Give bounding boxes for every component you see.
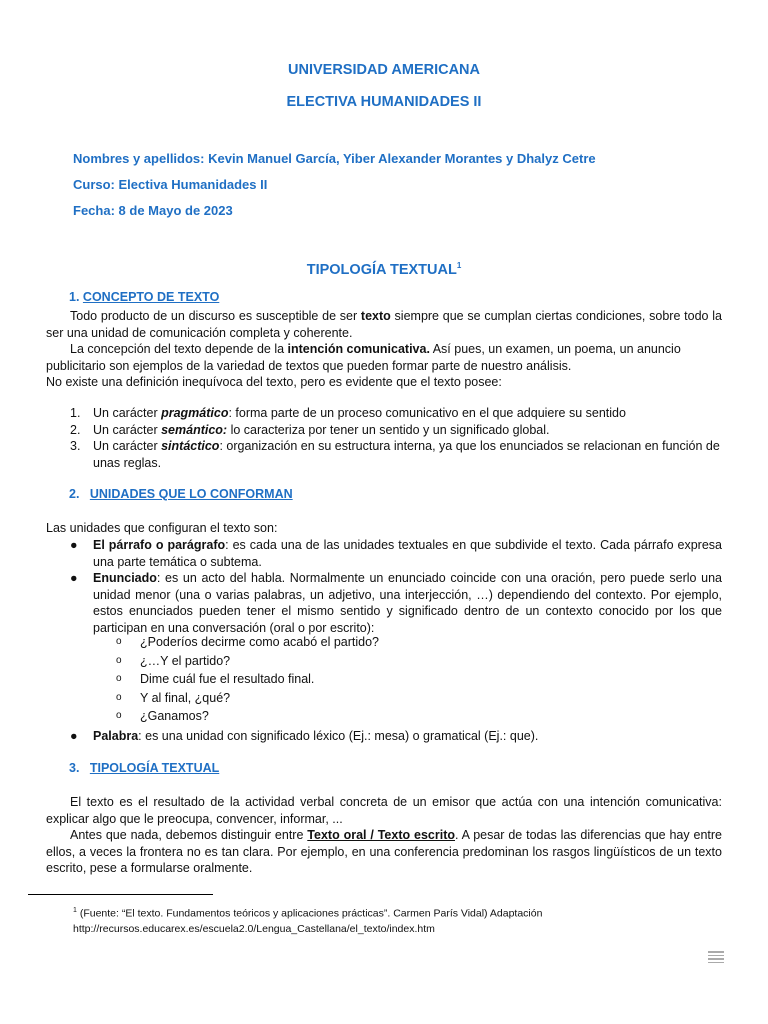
section-2-heading — [69, 487, 293, 501]
section-1-paragraph-3: No existe una definición inequívoca del texto, pero es evidente que el texto posee: — [46, 375, 502, 389]
list-item: o ¿Poderíos decirme como acabó el partido? — [116, 633, 379, 652]
section-3-heading — [69, 761, 219, 775]
term-texto-oral-escrito: Texto oral / Texto escrito — [307, 828, 456, 842]
list-item: ● El párrafo o parágrafo: es cada una de las unidades textuales en que subdivide el texto. Cada párrafo expresa una parte temática o subtema. — [46, 537, 722, 570]
units-list-b — [46, 728, 722, 745]
meta-names — [73, 151, 596, 166]
bullet-icon: ● — [70, 571, 78, 585]
section-2-intro: Las unidades que configuran el texto son: — [46, 521, 278, 535]
document-title-text: TIPOLOGÍA TEXTUAL — [306, 261, 457, 278]
term-intencion: intención comunicativa. — [287, 342, 430, 356]
list-item: o ¿Ganamos? — [116, 707, 379, 726]
characteristics-list — [46, 405, 722, 471]
circle-bullet-icon: o — [116, 636, 122, 647]
circle-bullet-icon: o — [116, 691, 122, 703]
example-utterances-list — [116, 633, 379, 726]
circle-bullet-icon: o — [116, 710, 122, 721]
names-value: Kevin Manuel García, Yiber Alexander Morantes y Dhalyz Cetre — [208, 151, 596, 166]
names-label: Nombres y apellidos: — [73, 151, 205, 166]
section-3-paragraph-2: Antes que nada, debemos distinguir entre Texto oral / Texto escrito. A pesar de todas las diferencias que hay entre ellos, a veces la frontera no es tan clara. Por ejemplo, en una conferencia predominan los rasgos lingüísticos de un texto escrito, pese a formularse oralmente. — [46, 828, 722, 875]
date-value: 8 de Mayo de 2023 — [118, 203, 233, 218]
section-1-link[interactable]: CONCEPTO DE TEXTO — [82, 290, 220, 304]
university-heading: UNIVERSIDAD AMERICANA — [288, 62, 480, 78]
meta-date — [73, 203, 233, 218]
section-3-link[interactable]: TIPOLOGÍA TEXTUAL — [89, 761, 220, 775]
page-lines-icon[interactable] — [708, 951, 724, 965]
course-heading: ELECTIVA HUMANIDADES II — [286, 94, 482, 110]
course-label: Curso: — [73, 177, 115, 192]
document-title — [0, 261, 768, 278]
section-3-paragraph-1: El texto es el resultado de la actividad verbal concreta de un emisor que actúa con una intención comunicativa: explicar algo que le preocupa, convencer, informar, ... — [46, 795, 722, 826]
footnote-line-1: $^1$ (Fuente: “El texto. Fundamentos teóricos y aplicaciones prácticas”. Carmen París Vidal) Adaptación — [73, 907, 543, 920]
footnote-separator — [28, 894, 213, 895]
term-texto: texto — [360, 309, 391, 323]
section-2-number: 2. — [69, 487, 80, 501]
list-item: 1. Un carácter pragmático: forma parte de un proceso comunicativo en el que adquiere su sentido — [70, 406, 626, 420]
footnote-url[interactable]: http://recursos.educarex.es/escuela2.0/Lengua_Castellana/el_texto/index.htm — [73, 922, 435, 935]
units-list-a — [46, 537, 722, 636]
list-item: ● Enunciado: es un acto del habla. Normalmente un enunciado coincide con una oración, pero puede serlo una unidad menor (una o varias palabras, un adjetivo, una interjección, …) dependiendo del contexto. Por ejemplo, estos enunciados pueden tener el mismo sentido y significado dentro de un contexto conocido por los que participan en una conversación (oral o por escrito): — [46, 570, 722, 636]
section-1-heading — [69, 290, 219, 304]
bullet-icon: ● — [70, 729, 78, 743]
section-1-paragraph-2: La concepción del texto depende de la intención comunicativa. Así pues, un examen, un poema, un anuncio publicitario son ejemplos de la variedad de textos que pueden formar parte de nuestro análisis. — [46, 342, 681, 373]
list-item: o Y al final, ¿qué? — [116, 689, 379, 708]
footnote — [73, 903, 542, 937]
section-1-number: 1. — [69, 290, 80, 304]
section-3-number: 3. — [69, 761, 80, 775]
section-1-paragraph-1: Todo producto de un discurso es susceptible de ser texto siempre que se cumplan ciertas condiciones, sobre todo la ser una unidad de comunicación completa y coherente. — [46, 309, 722, 340]
meta-course — [73, 177, 267, 192]
list-item: o ¿…Y el partido? — [116, 652, 379, 671]
circle-bullet-icon: o — [116, 673, 122, 684]
list-item: 3. Un carácter sintáctico: organización en su estructura interna, ya que los enunciados se relacionan en función de unas reglas. — [70, 439, 720, 470]
list-item: o Dime cuál fue el resultado final. — [116, 670, 379, 689]
title-footnote-mark[interactable]: 1 — [456, 261, 462, 270]
section-2-link[interactable]: UNIDADES QUE LO CONFORMAN — [89, 487, 293, 501]
list-item: ● Palabra: es una unidad con significado léxico (Ej.: mesa) o gramatical (Ej.: que). — [46, 728, 722, 745]
list-item: 2. Un carácter semántico: lo caracteriza por tener un sentido y un significado global. — [70, 422, 550, 437]
course-value: Electiva Humanidades II — [118, 177, 268, 192]
bullet-icon: ● — [70, 538, 78, 552]
footnote-mark: 1 — [73, 907, 77, 914]
date-label: Fecha: — [73, 203, 115, 218]
circle-bullet-icon: o — [116, 654, 122, 666]
